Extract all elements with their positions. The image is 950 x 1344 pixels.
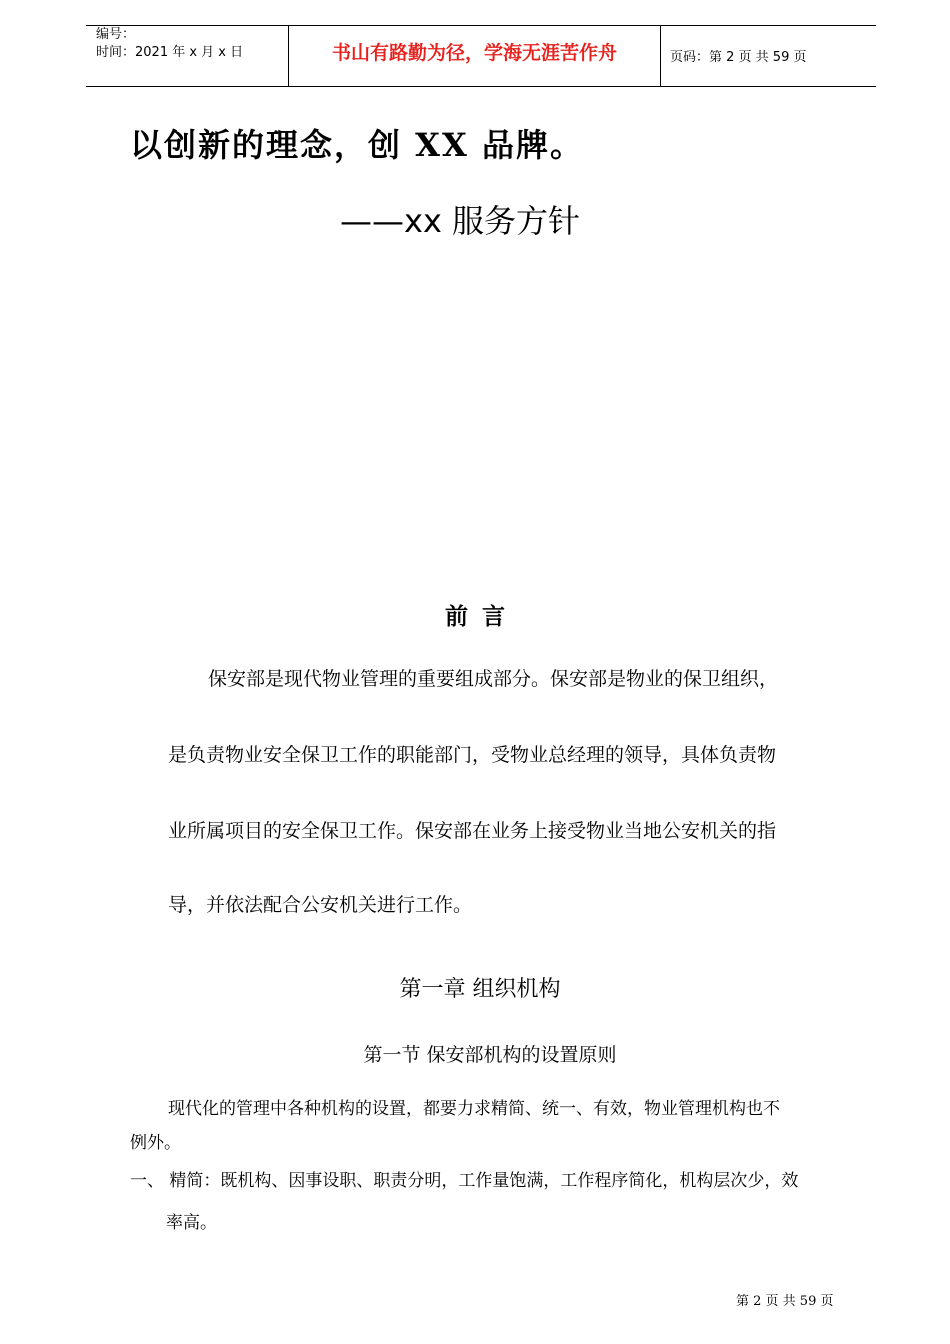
header-motto: 书山有路勤为径，学海无涯苦作舟 (331, 42, 617, 64)
header-bottom-rule (86, 86, 876, 87)
preface-line: 保安部是现代物业管理的重要组成部分。保安部是物业的保卫组织， (208, 668, 779, 690)
footer-page-number: 第 2 页 共 59 页 (736, 1294, 834, 1309)
slogan-source: ——xx 服务方针 (340, 202, 581, 240)
slogan: 以创新的理念，创 XX 品牌。 (130, 126, 584, 164)
time-text: 时间：2021 年 x 月 x 日 (96, 45, 244, 60)
body-line: 一、 精简：既机构、因事设职、职责分明，工作量饱满，工作程序简化，机构层次少，效 (130, 1171, 799, 1191)
preface-line: 业所属项目的安全保卫工作。保安部在业务上接受物业当地公安机关的指 (168, 820, 777, 842)
body-line: 例外。 (130, 1133, 181, 1153)
section-title: 第一节 保安部机构的设置原则 (363, 1044, 617, 1066)
header-left (96, 26, 243, 62)
preface-title: 前言 (445, 604, 519, 630)
serial-label: 编号： (96, 27, 136, 42)
header-divider-2 (660, 25, 661, 87)
chapter-title: 第一章 组织机构 (399, 977, 561, 1002)
header-top-rule (86, 25, 876, 26)
preface-line: 导，并依法配合公安机关进行工作。 (168, 894, 473, 916)
body-line: 率高。 (166, 1213, 217, 1233)
header-page-number: 页码：第 2 页 共 59 页 (670, 50, 807, 65)
preface-line: 是负责物业安全保卫工作的职能部门，受物业总经理的领导，具体负责物 (168, 744, 777, 766)
body-line: 现代化的管理中各种机构的设置，都要力求精简、统一、有效，物业管理机构也不 (168, 1099, 780, 1119)
